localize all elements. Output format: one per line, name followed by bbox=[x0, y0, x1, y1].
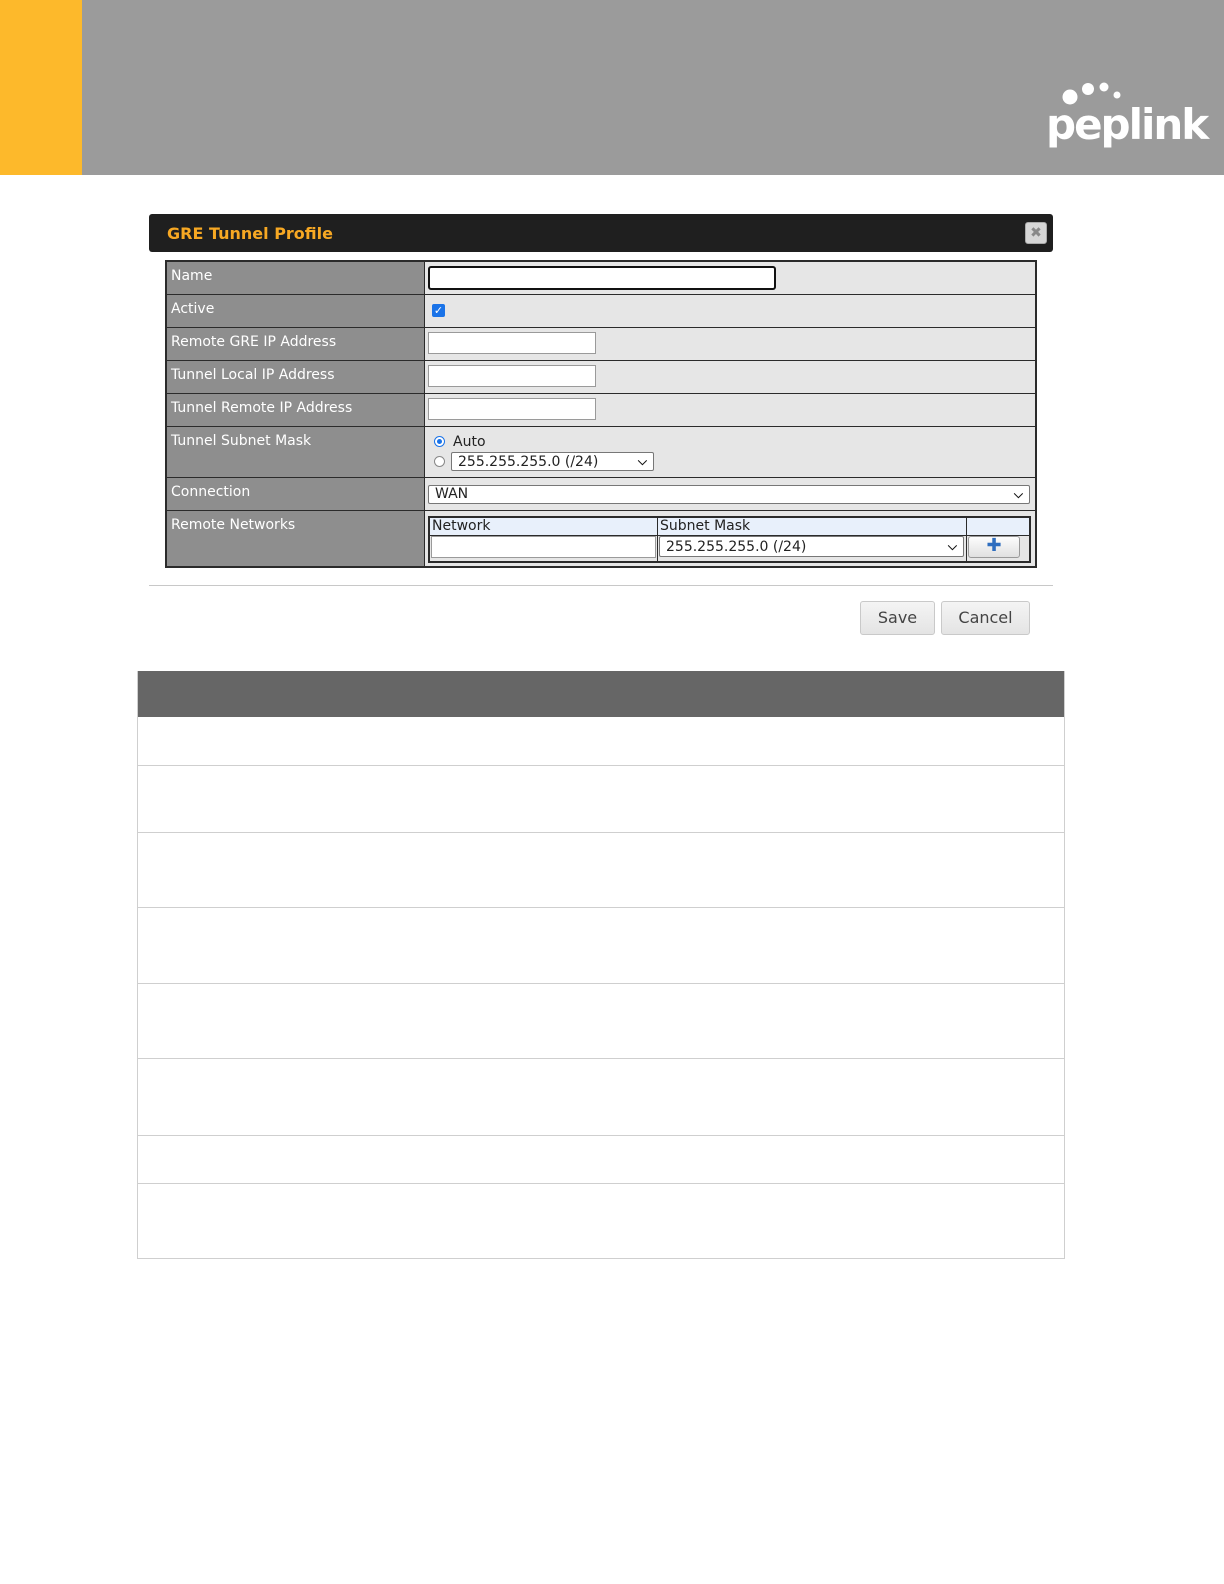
gre-tunnel-dialog bbox=[149, 214, 1053, 556]
subnet-manual-radio[interactable] bbox=[434, 456, 445, 467]
connection-select[interactable] bbox=[428, 485, 1030, 504]
subnet-auto-option bbox=[428, 432, 1031, 452]
row-remote-networks bbox=[166, 510, 1036, 567]
row-tunnel-local-ip bbox=[166, 360, 1036, 393]
save-button[interactable]: Save bbox=[860, 601, 935, 635]
cancel-button[interactable]: Cancel bbox=[941, 601, 1030, 635]
connection-label: Connection bbox=[166, 477, 425, 510]
header-banner bbox=[0, 0, 1224, 175]
table-row bbox=[138, 833, 1064, 908]
subnet-manual-option bbox=[428, 452, 1031, 472]
row-name bbox=[166, 261, 1036, 294]
tunnel-subnet-mask-select[interactable] bbox=[451, 452, 654, 471]
reference-table-header bbox=[138, 671, 1064, 717]
close-icon[interactable]: ✖ bbox=[1025, 222, 1047, 244]
row-active bbox=[166, 294, 1036, 327]
table-row bbox=[138, 908, 1064, 984]
gre-profile-form bbox=[165, 260, 1037, 568]
row-remote-gre-ip bbox=[166, 327, 1036, 360]
remote-gre-ip-label: Remote GRE IP Address bbox=[166, 327, 425, 360]
active-label: Active bbox=[166, 294, 425, 327]
network-subnet-mask-value: 255.255.255.0 (/24) bbox=[666, 538, 807, 555]
tunnel-remote-ip-label: Tunnel Remote IP Address bbox=[166, 393, 425, 426]
network-subnet-mask-select[interactable] bbox=[659, 536, 964, 557]
name-input[interactable] bbox=[428, 266, 776, 290]
chevron-down-icon: ⌵ bbox=[637, 454, 647, 468]
table-row bbox=[138, 717, 1064, 766]
remote-networks-header bbox=[429, 517, 1030, 536]
dialog-header bbox=[149, 214, 1053, 252]
row-tunnel-subnet-mask bbox=[166, 426, 1036, 477]
plus-icon: ✚ bbox=[986, 535, 1002, 556]
remote-networks-entry-row bbox=[429, 536, 1030, 562]
chevron-down-icon: ⌵ bbox=[1013, 486, 1023, 501]
table-row bbox=[138, 984, 1064, 1059]
subnet-auto-label: Auto bbox=[453, 433, 486, 450]
network-input[interactable] bbox=[431, 536, 656, 558]
banner-accent-bar bbox=[0, 0, 82, 175]
remote-networks-label: Remote Networks bbox=[166, 510, 425, 567]
divider bbox=[149, 585, 1053, 586]
table-row bbox=[138, 1184, 1064, 1259]
dialog-title: GRE Tunnel Profile bbox=[167, 224, 333, 243]
active-checkbox[interactable]: ✓ bbox=[433, 303, 444, 317]
tunnel-subnet-mask-label: Tunnel Subnet Mask bbox=[166, 426, 425, 477]
add-column-header bbox=[967, 517, 1031, 536]
remote-gre-ip-input[interactable] bbox=[428, 332, 596, 354]
tunnel-local-ip-input[interactable] bbox=[428, 365, 596, 387]
network-column-header: Network bbox=[429, 517, 658, 536]
table-row bbox=[138, 1136, 1064, 1184]
tunnel-subnet-mask-value: 255.255.255.0 (/24) bbox=[458, 453, 599, 470]
subnet-mask-column-header: Subnet Mask bbox=[658, 517, 967, 536]
tunnel-local-ip-label: Tunnel Local IP Address bbox=[166, 360, 425, 393]
connection-value: WAN bbox=[435, 486, 469, 502]
subnet-auto-radio[interactable] bbox=[434, 436, 445, 447]
row-tunnel-remote-ip bbox=[166, 393, 1036, 426]
tunnel-remote-ip-input[interactable] bbox=[428, 398, 596, 420]
remote-networks-table bbox=[428, 516, 1031, 563]
settings-reference-table bbox=[137, 671, 1065, 1259]
peplink-logo bbox=[1044, 80, 1208, 155]
add-network-button[interactable] bbox=[968, 536, 1020, 558]
table-row bbox=[138, 766, 1064, 833]
svg-text:peplink: peplink bbox=[1046, 100, 1208, 149]
chevron-down-icon: ⌵ bbox=[947, 539, 957, 553]
table-row bbox=[138, 1059, 1064, 1136]
row-connection bbox=[166, 477, 1036, 510]
name-label: Name bbox=[166, 261, 425, 294]
